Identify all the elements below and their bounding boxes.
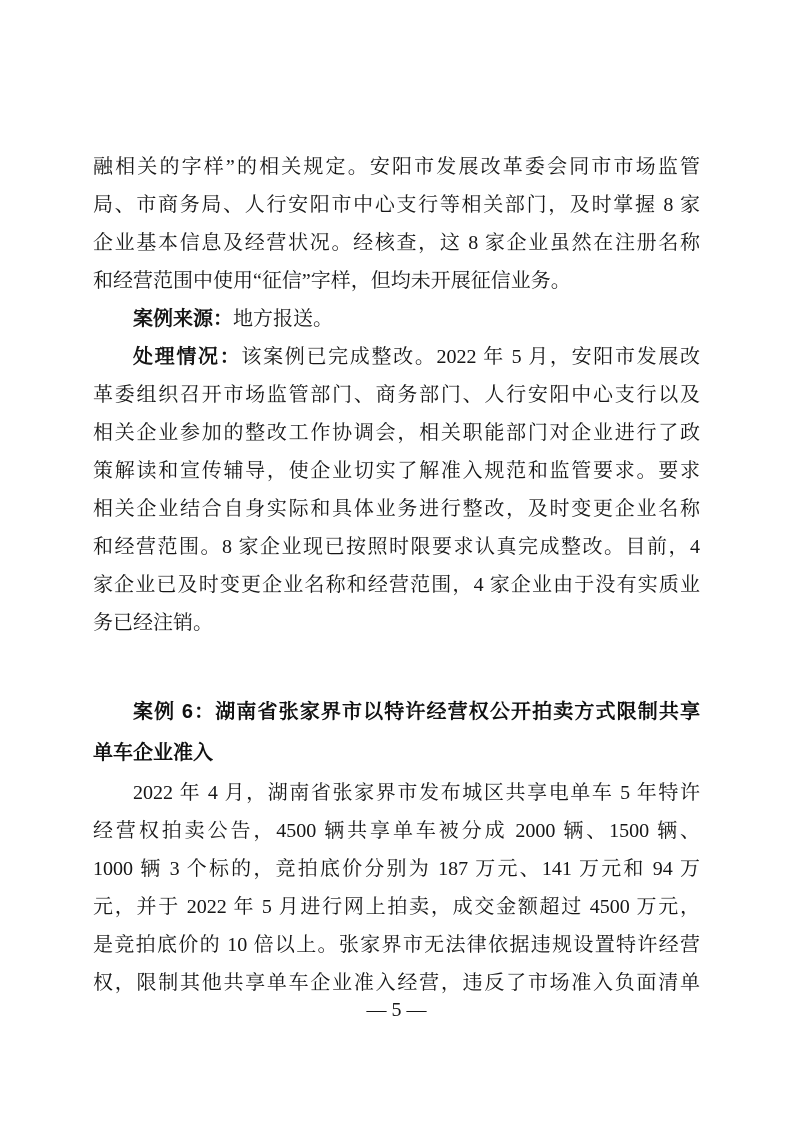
case6-heading bbox=[93, 692, 700, 774]
case-source-label: 案例来源： bbox=[133, 308, 233, 330]
handling-line-3: 相关企业参加的整改工作协调会，相关职能部门对企业进行了政 bbox=[93, 422, 700, 444]
page-number: — 5 — bbox=[366, 999, 427, 1021]
text-block bbox=[93, 148, 700, 1002]
case6-para-line-3: 1000 辆 3 个标的，竞拍底价分别为 187 万元、141 万元和 94 万 bbox=[93, 858, 700, 880]
case6-heading-line-1: 案例 6：湖南省张家界市以特许经营权公开拍卖方式限制共享 bbox=[133, 701, 700, 723]
handling-label: 处理情况： bbox=[133, 346, 242, 368]
para-continuation-line-4: 和经营范围中使用“征信”字样，但均未开展征信业务。 bbox=[93, 270, 571, 292]
para-continuation-line-1: 融相关的字样”的相关规定。安阳市发展改革委会同市市场监管 bbox=[93, 156, 700, 178]
handling-line-5: 相关企业结合自身实际和具体业务进行整改，及时变更企业名称 bbox=[93, 498, 700, 520]
handling-line-6: 和经营范围。8 家企业现已按照时限要求认真完成整改。目前，4 bbox=[93, 536, 700, 558]
para-continuation-line-3: 企业基本信息及经营状况。经核查，这 8 家企业虽然在注册名称 bbox=[93, 232, 700, 254]
case6-para-line-5: 是竞拍底价的 10 倍以上。张家界市无法律依据违规设置特许经营 bbox=[93, 934, 700, 956]
handling-line-1 bbox=[93, 338, 700, 376]
case6-heading-line-2: 单车企业准入 bbox=[93, 742, 213, 764]
handling-line-7: 家企业已及时变更企业名称和经营范围，4 家企业由于没有实质业 bbox=[93, 574, 700, 596]
para-continuation-line-2: 局、市商务局、人行安阳市中心支行等相关部门，及时掌握 8 家 bbox=[93, 194, 700, 216]
case6-para-line-4: 元，并于 2022 年 5 月进行网上拍卖，成交金额超过 4500 万元， bbox=[93, 896, 700, 918]
case6-para-line-2: 经营权拍卖公告，4500 辆共享单车被分成 2000 辆、1500 辆、 bbox=[93, 820, 700, 842]
handling-line-8: 务已经注销。 bbox=[93, 612, 213, 634]
handling-line-4: 策解读和宣传辅导，使企业切实了解准入规范和监管要求。要求 bbox=[93, 460, 700, 482]
case6-para-line-1: 2022 年 4 月，湖南省张家界市发布城区共享电单车 5 年特许 bbox=[133, 782, 700, 804]
case6-para-line-6: 权，限制其他共享单车企业准入经营，违反了市场准入负面清单 bbox=[93, 972, 700, 994]
case-source-line bbox=[93, 300, 700, 338]
handling-line-2: 革委组织召开市场监管部门、商务部门、人行安阳中心支行以及 bbox=[93, 384, 700, 406]
handling-first-line-text: 该案例已完成整改。2022 年 5 月，安阳市发展改 bbox=[241, 346, 701, 368]
case-source-text: 地方报送。 bbox=[233, 308, 333, 330]
